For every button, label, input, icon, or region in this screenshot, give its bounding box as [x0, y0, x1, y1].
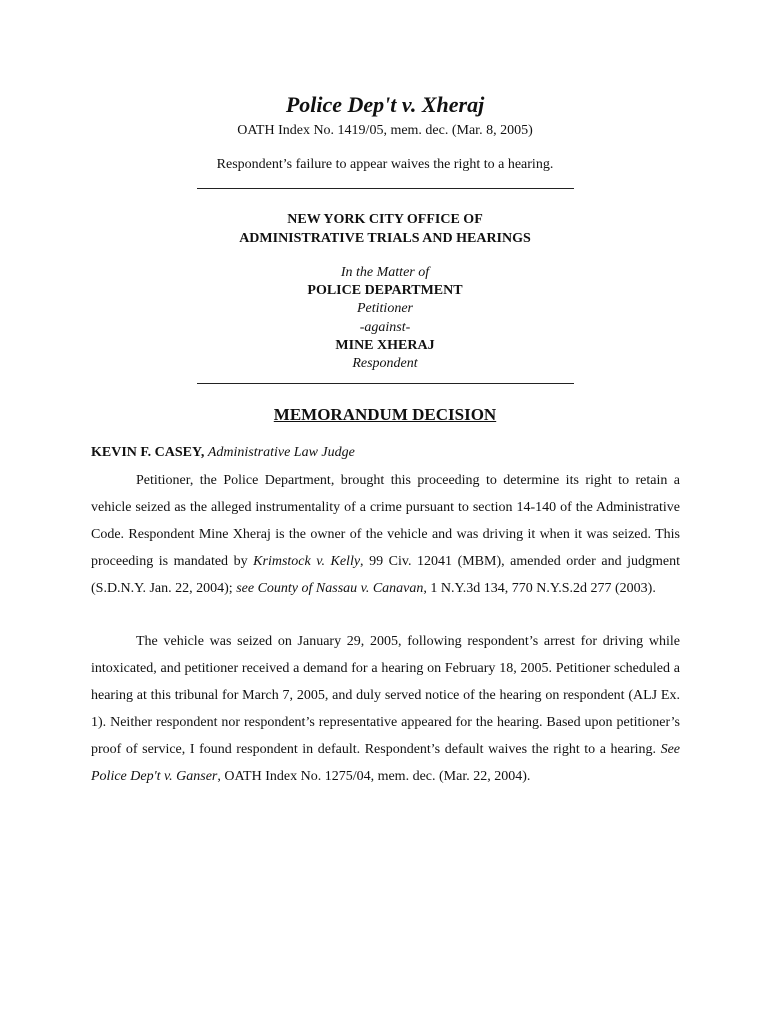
p1-text-b: , 99 Civ. 12041 (MBM), amended order and judgment (S.D.N.Y. Jan. 22, 2004);	[91, 554, 681, 596]
case-summary: Respondent’s failure to appear waives the right to a hearing.	[216, 157, 554, 172]
divider-bottom	[197, 383, 574, 384]
respondent-name: MINE XHERAJ	[335, 337, 435, 353]
matter-of: In the Matter of	[340, 265, 430, 280]
body-paragraph-1	[91, 467, 680, 602]
p1-text-c: , 1 N.Y.3d 134, 770 N.Y.S.2d 277 (2003).	[423, 581, 656, 596]
p2-text-a: The vehicle was seized on January 29, 2005, following respondent’s arrest for driving while intoxicated, and petitioner received a demand for a hearing on February 18, 2005. Petitioner scheduled a hearing at this tribunal for March 7, 2005, and duly served notice of the hearing on respondent (ALJ Ex. 1). Neither respondent nor respondent’s representative appeared for the hearing. Based upon petitioner’s proof of service, I found respondent in default. Respondent’s default waives the right to a hearing.	[91, 634, 680, 757]
document-type-heading: MEMORANDUM DECISION	[273, 405, 497, 424]
case-citation: OATH Index No. 1419/05, mem. dec. (Mar. 8, 2005)	[237, 123, 533, 138]
judge-line	[91, 445, 355, 461]
judge-role: Administrative Law Judge	[207, 445, 355, 460]
p2-text-b: , OATH Index No. 1275/04, mem. dec. (Mar. 22, 2004).	[217, 769, 531, 784]
p2-case-ganser: See Police Dep't v. Ganser	[91, 742, 680, 784]
p1-text-a: Petitioner, the Police Department, brought this proceeding to determine its right to retain a vehicle seized as the alleged instrumentality of a crime pursuant to section 14-140 of the Administrative Code. Respondent Mine Xheraj is the owner of the vehicle and was driving it when it was seized. This proceeding is mandated by	[91, 473, 680, 569]
petitioner-role: Petitioner	[357, 301, 413, 317]
agency-heading	[0, 210, 770, 248]
body-paragraph-2	[91, 628, 680, 790]
against: -against-	[359, 319, 411, 335]
case-title: Police Dep't v. Xheraj	[285, 92, 485, 117]
case-caption	[0, 264, 770, 373]
agency-line-1: NEW YORK CITY OFFICE OF	[287, 212, 483, 227]
divider-top	[197, 188, 574, 189]
judge-name: KEVIN F. CASEY,	[91, 445, 205, 460]
agency-line-2: ADMINISTRATIVE TRIALS AND HEARINGS	[239, 231, 531, 246]
respondent-role: Respondent	[352, 356, 418, 372]
petitioner-name: POLICE DEPARTMENT	[307, 283, 463, 299]
p1-case-canavan: see County of Nassau v. Canavan	[236, 581, 424, 596]
p1-case-krimstock: Krimstock v. Kelly	[253, 554, 361, 569]
